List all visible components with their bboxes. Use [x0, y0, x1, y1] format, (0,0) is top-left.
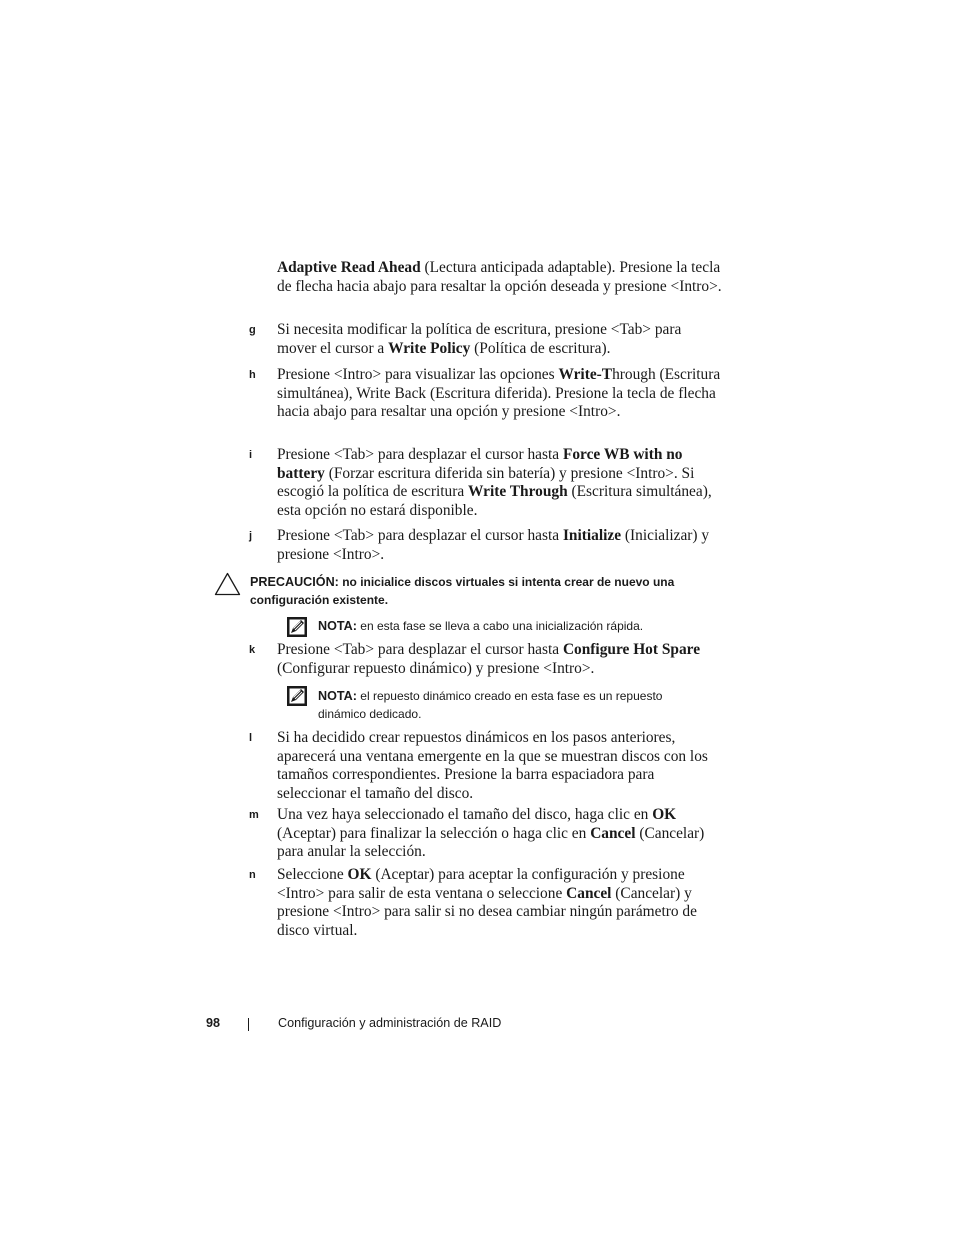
step-keyword: OK — [652, 806, 677, 823]
step-text-segment: Una vez haya seleccionado el tamaño del disco, haga clic en — [277, 806, 653, 823]
caution-body: no inicialice discos virtuales si intenta crear de nuevo una configuración existente. — [250, 575, 675, 607]
step-keyword: OK — [347, 866, 372, 883]
step-text-n — [277, 866, 722, 940]
step-keyword: Configure Hot Spare — [562, 641, 701, 658]
step-text-g — [277, 321, 722, 358]
step-marker-g: g — [249, 324, 256, 336]
step-keyword: Initialize — [562, 527, 622, 544]
note-body: el repuesto dinámico creado en esta fase es un repuesto dinámico dedicado. — [318, 689, 663, 721]
step-keyword: Adaptive Read Ahead — [277, 259, 421, 276]
note-pencil-icon — [287, 686, 307, 706]
step-text-segment: Presione <Tab> para desplazar el cursor hasta — [277, 446, 563, 463]
step-marker-i: i — [249, 449, 253, 461]
step-text-segment: Seleccione — [277, 866, 348, 883]
step-text-h — [277, 366, 722, 422]
note-label: NOTA: — [318, 619, 357, 633]
step-text-segment: (Cancelar) y presione <Intro> para salir si no desea cambiar ningún parámetro de disco virtual. — [277, 884, 697, 939]
step-text-segment: (Cancelar) para anular la selección. — [277, 824, 705, 860]
caution-label: PRECAUCIÓN: — [250, 575, 339, 589]
step-text-segment: Si necesita modificar la política de escritura, presione <Tab> para mover el cursor a — [277, 321, 682, 357]
step-text-segment: (Lectura anticipada adaptable). Presione la tecla de flecha hacia abajo para resaltar la opción deseada y presione <Intro>. — [277, 259, 722, 295]
step-text-m — [277, 806, 722, 862]
caution-triangle-icon — [214, 572, 241, 596]
note-pencil-icon — [287, 617, 307, 637]
note-message-2 — [318, 687, 678, 723]
step-marker-h: h — [249, 369, 256, 381]
step-text-segment: (Forzar escritura diferida sin batería) y presione <Intro>. Si escogió la política de escritura — [277, 464, 695, 500]
step-marker-j: j — [249, 530, 253, 542]
footer-divider — [248, 1018, 249, 1031]
step-text-segment: hrough (Escritura simultánea), Write Back (Escritura diferida). Presione la tecla de flecha hacia abajo para resaltar una opción y presione <Intro>. — [277, 366, 721, 420]
step-text-segment: Presione <Intro> para visualizar las opciones — [277, 366, 559, 383]
note-message-1 — [318, 617, 708, 635]
step-text-j — [277, 527, 722, 564]
step-text-segment: (Inicializar) y presione <Intro>. — [277, 527, 710, 563]
step-text-i — [277, 446, 722, 520]
step-text-segment: Presione <Tab> para desplazar el cursor hasta — [277, 527, 563, 544]
step-text-segment: (Escritura simultánea), esta opción no estará disponible. — [277, 483, 712, 519]
step-text-segment: Si ha decidido crear repuestos dinámicos en los pasos anteriores, aparecerá una ventana emergente en la que se muestran discos con los tamaños correspondientes. Presione la barra espaciadora para seleccionar el tamaño del disco. — [277, 729, 708, 802]
page-number: 98 — [206, 1016, 221, 1030]
caution-message — [250, 574, 700, 609]
step-text-k — [277, 641, 722, 678]
step-marker-n: n — [249, 869, 256, 881]
step-keyword: Write Policy — [388, 339, 471, 357]
step-marker-l: l — [249, 732, 253, 744]
step-text-segment: (Política de escritura). — [470, 339, 611, 357]
note-label: NOTA: — [318, 689, 357, 703]
step-text-segment: (Aceptar) para finalizar la selección o haga clic en — [277, 824, 591, 842]
step-keyword: Cancel — [590, 824, 636, 842]
step-marker-m: m — [249, 809, 259, 821]
step-text-segment: (Aceptar) para aceptar la configuración y presione <Intro> para salir de esta ventana o seleccione — [277, 866, 685, 902]
step-keyword: Cancel — [566, 884, 612, 902]
step-text-continuation — [277, 259, 722, 296]
step-text-segment: (Configurar repuesto dinámico) y presione <Intro>. — [277, 659, 595, 677]
step-keyword: Force WB with no battery — [277, 446, 683, 482]
step-marker-k: k — [249, 644, 256, 656]
step-text-segment: Presione <Tab> para desplazar el cursor hasta — [277, 641, 563, 658]
footer-chapter-title: Configuración y administración de RAID — [278, 1016, 502, 1030]
note-body: en esta fase se lleva a cabo una inicialización rápida. — [356, 619, 644, 633]
step-keyword: Write Through — [468, 483, 568, 500]
step-keyword: Write-T — [558, 366, 613, 383]
step-text-l — [277, 729, 722, 803]
